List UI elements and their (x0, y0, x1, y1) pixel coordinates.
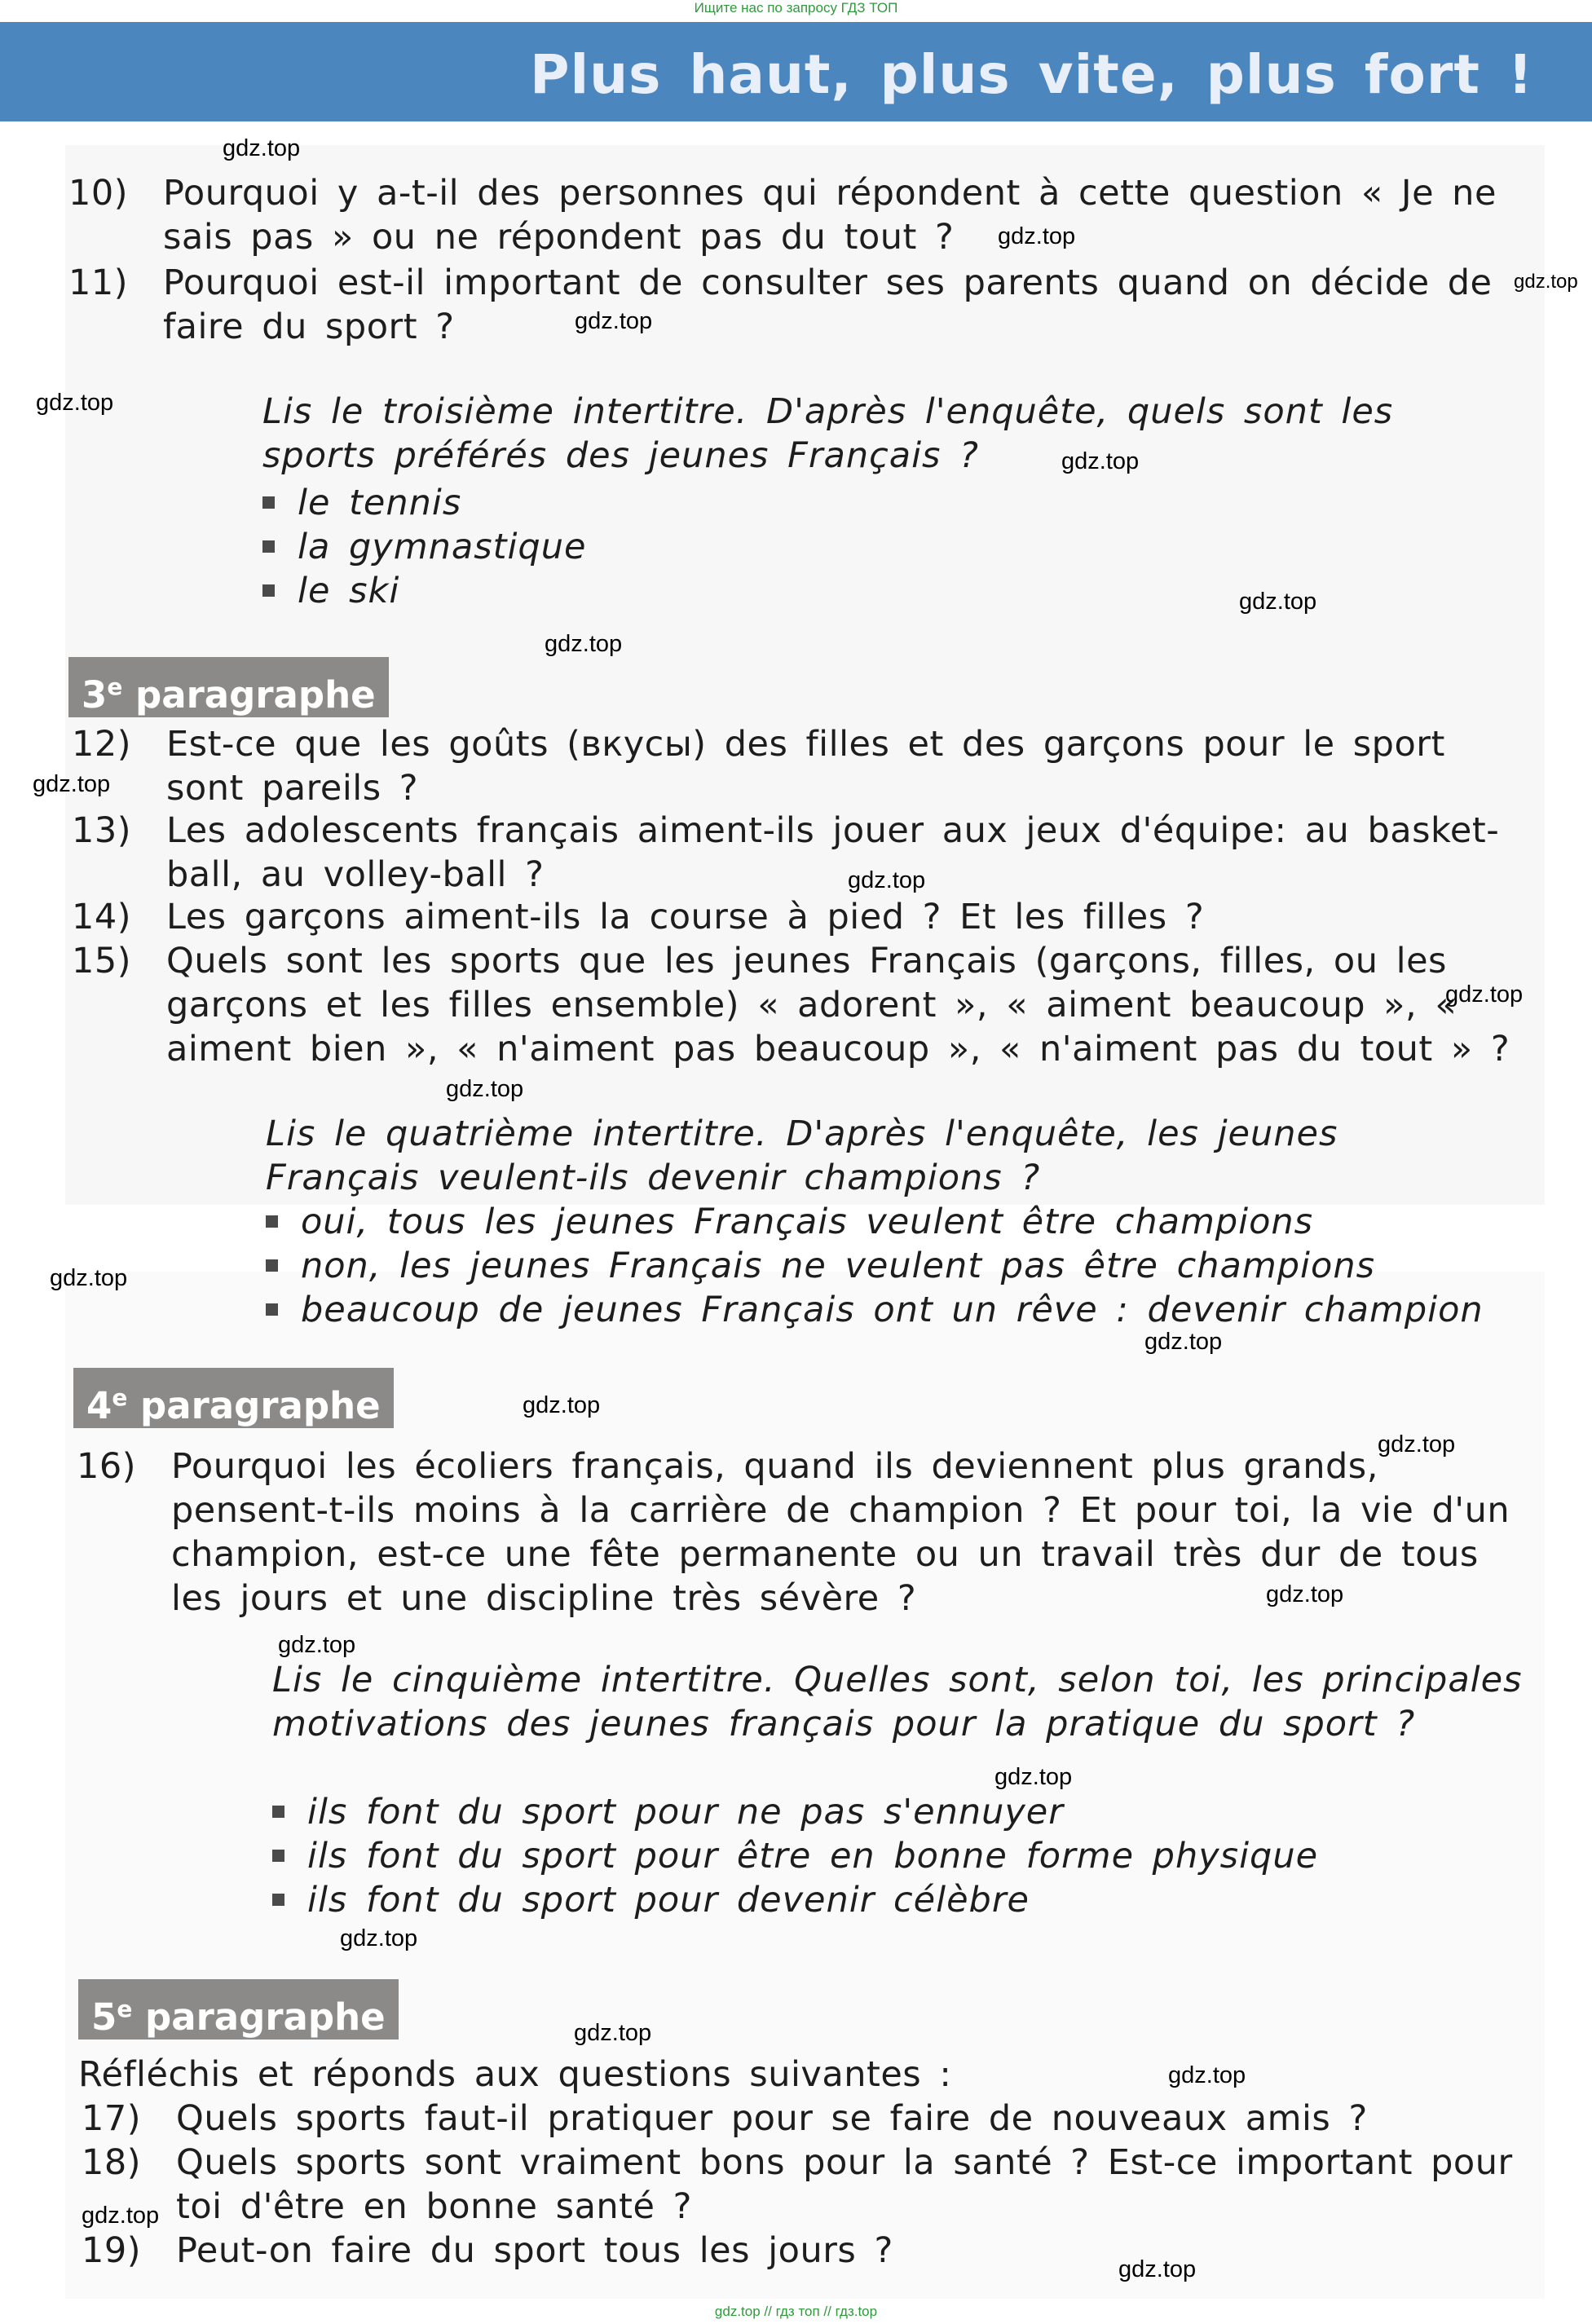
question-number: 19) (82, 2230, 141, 2271)
watermark: gdz.top (1144, 1329, 1223, 1355)
watermark: gdz.top (1239, 589, 1317, 615)
paragraph-header-5: 5e paragraphe (78, 1979, 399, 2040)
watermark: gdz.top (523, 1392, 601, 1418)
bullet-square-icon (266, 1259, 278, 1272)
paragraph-header-3: 3e paragraphe (68, 657, 389, 717)
question-text: Quels sports sont vraiment bons pour la santé ? Est-ce important pour toi d'être en bonne santé ? (176, 2142, 1513, 2227)
question-12 (72, 722, 1506, 810)
watermark: gdz.top (1378, 1431, 1456, 1457)
watermark: gdz.top (848, 867, 926, 893)
question-text: Pourquoi les écoliers français, quand ils deviennent plus grands, pensent-t-ils moins à la carrière de champion ? Et pour toi, la vie d'un champion, est-ce une fête permanente ou un travail très dur de tous les jours et une discipline très sévère ? (171, 1446, 1510, 1619)
option-item: oui, tous les jeunes Français veulent être champions (266, 1200, 1313, 1244)
question-text: Peut-on faire du sport tous les jours ? (176, 2230, 893, 2271)
option-item: le tennis (262, 481, 461, 525)
question-number: 14) (72, 897, 131, 937)
question-15 (72, 939, 1539, 1071)
watermark: gdz.top (36, 390, 114, 416)
question-number: 10) (68, 173, 128, 214)
question-13 (72, 809, 1539, 897)
question-number: 12) (72, 724, 131, 765)
option-item: beaucoup de jeunes Français ont un rêve : devenir champion (266, 1288, 1484, 1332)
question-17 (82, 2097, 1541, 2141)
instruction-intertitle-5: Lis le cinquième intertitre. Quelles sont, selon toi, les principales motivations des jeunes français pour la pratique du sport ? (272, 1660, 1523, 1744)
watermark: gdz.top (446, 1076, 524, 1102)
question-19 (82, 2229, 1541, 2273)
option-item: le ski (262, 569, 399, 613)
watermark: gdz.top (1514, 271, 1578, 293)
question-text: Pourquoi y a-t-il des personnes qui répondent à cette question « Je ne sais pas » ou ne répondent pas du tout ? (163, 173, 1497, 258)
page-title: Plus haut, plus vite, plus fort ! (530, 43, 1533, 106)
bullet-square-icon (266, 1303, 278, 1316)
question-11 (68, 261, 1528, 349)
question-number: 16) (77, 1446, 136, 1487)
header-banner (0, 22, 1592, 121)
watermark: gdz.top (575, 308, 653, 334)
watermark: gdz.top (278, 1632, 356, 1658)
bullet-square-icon (272, 1850, 284, 1862)
top-note: Ищите нас по запросу ГДЗ ТОП (694, 0, 898, 15)
question-text: Les garçons aiment-ils la course à pied ? Et les filles ? (166, 897, 1205, 937)
option-item: ils font du sport pour ne pas s'ennuyer (272, 1790, 1064, 1834)
question-18 (82, 2141, 1524, 2229)
option-item: non, les jeunes Français ne veulent pas être champions (266, 1244, 1375, 1288)
watermark: gdz.top (1061, 448, 1140, 474)
option-item: ils font du sport pour devenir célèbre (272, 1878, 1030, 1922)
question-number: 15) (72, 941, 131, 981)
question-text: Quels sports faut-il pratiquer pour se faire de nouveaux amis ? (176, 2098, 1368, 2139)
watermark: gdz.top (33, 771, 111, 797)
reflect-intro: Réfléchis et réponds aux questions suivantes : (78, 2054, 952, 2095)
watermark: gdz.top (1266, 1581, 1344, 1607)
watermark: gdz.top (50, 1265, 128, 1291)
question-14 (72, 895, 1539, 939)
bullet-square-icon (262, 540, 275, 553)
question-10 (68, 171, 1536, 259)
question-number: 11) (68, 262, 128, 303)
bullet-square-icon (262, 584, 275, 597)
bullet-square-icon (272, 1806, 284, 1818)
question-number: 17) (82, 2098, 141, 2139)
question-text: Est-ce que les goûts (вкусы) des filles et des garçons pour le sport sont pareils ? (166, 724, 1445, 809)
watermark: gdz.top (574, 2020, 652, 2046)
footer-note: gdz.top // гдз топ // гдз.top (714, 2304, 878, 2319)
question-text: Quels sont les sports que les jeunes Français (garçons, filles, ou les garçons et les filles ensemble) « adorent », « aiment beaucoup », « aiment bien », « n'aiment pas beaucoup », « n'aiment pas du tout » ? (166, 941, 1510, 1069)
watermark: gdz.top (998, 223, 1076, 249)
option-item: la gymnastique (262, 525, 586, 569)
question-text: Pourquoi est-il important de consulter ses parents quand on décide de faire du sport ? (163, 262, 1493, 347)
watermark: gdz.top (545, 631, 623, 657)
instruction-intertitle-3: Lis le troisième intertitre. D'après l'enquête, quels sont les sports préférés des jeunes Français ? (262, 391, 1394, 476)
watermark: gdz.top (82, 2203, 160, 2229)
watermark: gdz.top (994, 1764, 1073, 1790)
bullet-square-icon (266, 1215, 278, 1228)
question-text: Les adolescents français aiment-ils jouer aux jeux d'équipe: au basket-ball, au volley-ball ? (166, 810, 1500, 895)
bullet-square-icon (262, 496, 275, 509)
bullet-square-icon (272, 1894, 284, 1906)
instruction-intertitle-4: Lis le quatrième intertitre. D'après l'enquête, les jeunes Français veulent-ils devenir champions ? (266, 1113, 1338, 1198)
question-number: 18) (82, 2142, 141, 2183)
paragraph-header-4: 4e paragraphe (73, 1368, 394, 1428)
option-item: ils font du sport pour être en bonne forme physique (272, 1834, 1318, 1878)
watermark: gdz.top (1168, 2062, 1246, 2088)
question-number: 13) (72, 810, 131, 851)
watermark: gdz.top (340, 1925, 418, 1951)
watermark: gdz.top (1118, 2256, 1197, 2282)
watermark: gdz.top (223, 135, 301, 161)
watermark: gdz.top (1445, 981, 1524, 1008)
